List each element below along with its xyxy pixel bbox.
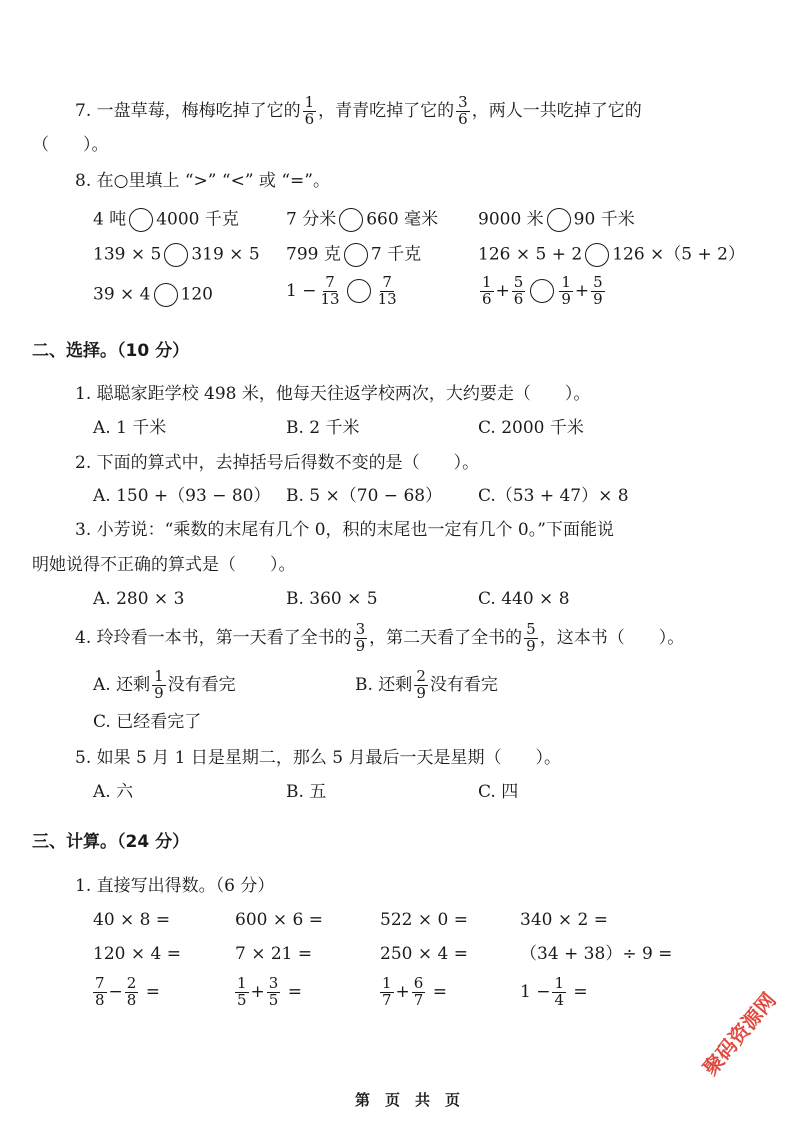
- calc-item: 340 × 2 =: [520, 910, 608, 930]
- question-8-title: 8. 在○里填上 “>” “<” 或 “=”。: [75, 171, 330, 191]
- option-b: B. 5 ×（70 − 68）: [286, 486, 443, 506]
- calc-item: 1 − $\frac{1}{4}$ =: [520, 974, 588, 1009]
- option-b: B. 2 千米: [286, 418, 360, 438]
- calc-item: 7 × 21 =: [235, 944, 313, 964]
- question-2-1: 1. 聪聪家距学校 498 米，他每天往返学校两次，大约要走（ ）。: [75, 384, 591, 404]
- compare-item: 1 − $\frac{7}{13}$ $\frac{7}{13}$: [286, 273, 397, 308]
- option-b: B. 五: [286, 782, 327, 802]
- answer-circle[interactable]: [530, 279, 554, 303]
- fraction: $\frac{7}{13}$: [377, 273, 397, 308]
- fraction: $\frac{7}{8}$: [95, 974, 105, 1009]
- fraction: $\frac{3}{5}$: [268, 974, 279, 1009]
- compare-item: 9000 米 90 千米: [478, 208, 635, 232]
- fraction: $\frac{1}{7}$: [382, 974, 392, 1009]
- option-a: A. 还剩 $\frac{1}{9}$ 没有看完: [93, 667, 236, 702]
- answer-circle[interactable]: [129, 208, 153, 232]
- calc-item: 600 × 6 =: [235, 910, 323, 930]
- question-2-3-line2: 明她说得不正确的算式是（ ）。: [32, 555, 296, 575]
- calc-item: 250 × 4 =: [380, 944, 468, 964]
- question-2-5: 5. 如果 5 月 1 日是星期二，那么 5 月最后一天是星期（ ）。: [75, 748, 561, 768]
- answer-circle[interactable]: [164, 243, 188, 267]
- fraction: $\frac{2}{8}$: [126, 974, 137, 1009]
- calc-item: $\frac{1}{7}$ + $\frac{6}{7}$ =: [382, 974, 447, 1009]
- fraction: $\frac{6}{7}$: [413, 974, 424, 1009]
- watermark-stamp: 聚码资源网: [698, 987, 781, 1080]
- subquestion-3-1: 1. 直接写出得数。（6 分）: [75, 876, 275, 896]
- answer-circle[interactable]: [344, 243, 368, 267]
- option-a: A. 1 千米: [93, 418, 167, 438]
- compare-item: 4 吨 4000 千克: [93, 208, 239, 232]
- fraction: $\frac{1}{9}$: [154, 667, 164, 702]
- option-a: A. 150 +（93 − 80）: [93, 486, 271, 506]
- question-2-4: 4. 玲玲看一本书，第一天看了全书的 $\frac{3}{9}$ ，第二天看了全书的 $\frac{5}{9}$ ，这本书（ ）。: [75, 620, 685, 655]
- fraction: $\frac{5}{9}$: [593, 273, 603, 308]
- question-2-2: 2. 下面的算式中，去掉括号后得数不变的是（ ）。: [75, 453, 480, 473]
- question-2-3-line1: 3. 小芳说：“乘数的末尾有几个 0，积的末尾也一定有几个 0。”下面能说: [75, 520, 614, 540]
- answer-circle[interactable]: [347, 279, 371, 303]
- answer-circle[interactable]: [154, 283, 178, 307]
- section-3-title: 三、计算。（24 分）: [32, 832, 190, 852]
- calc-item: （34 + 38）÷ 9 =: [520, 944, 673, 964]
- calc-item: $\frac{1}{5}$ + $\frac{3}{5}$ =: [237, 974, 302, 1009]
- compare-item: 7 分米 660 毫米: [286, 208, 438, 232]
- calc-item: $\frac{7}{8}$ − $\frac{2}{8}$ =: [95, 974, 160, 1009]
- fraction: $\frac{1}{6}$: [304, 93, 315, 128]
- option-c: C. 2000 千米: [478, 418, 584, 438]
- calc-item: 40 × 8 =: [93, 910, 171, 930]
- option-a: A. 280 × 3: [93, 589, 185, 609]
- answer-circle[interactable]: [585, 243, 609, 267]
- option-a: A. 六: [93, 782, 134, 802]
- question-7-line1: 7. 一盘草莓，梅梅吃掉了它的 $\frac{1}{6}$ ，青青吃掉了它的 $\frac{3}{6}$ ，两人一共吃掉了它的: [75, 93, 642, 128]
- option-c: C. 已经看完了: [93, 712, 202, 732]
- question-7-line2: （ ）。: [32, 135, 109, 155]
- option-c: C.（53 + 47）× 8: [478, 486, 629, 506]
- option-b: B. 360 × 5: [286, 589, 378, 609]
- calc-item: 522 × 0 =: [380, 910, 468, 930]
- compare-item: 126 × 5 + 2 126 ×（5 + 2）: [478, 243, 745, 267]
- compare-item: $\frac{1}{6}$ + $\frac{5}{6}$ $\frac{1}{9}$ + $\frac{5}{9}$: [482, 273, 603, 308]
- fraction: $\frac{1}{5}$: [237, 974, 247, 1009]
- fraction: $\frac{1}{6}$: [482, 273, 492, 308]
- compare-item: 799 克 7 千克: [286, 243, 421, 267]
- option-c: C. 440 × 8: [478, 589, 570, 609]
- fraction: $\frac{5}{6}$: [513, 273, 524, 308]
- section-2-title: 二、选择。（10 分）: [32, 341, 190, 361]
- answer-circle[interactable]: [339, 208, 363, 232]
- fraction: $\frac{1}{4}$: [554, 974, 565, 1009]
- option-b: B. 还剩 $\frac{2}{9}$ 没有看完: [355, 667, 498, 702]
- fraction: $\frac{2}{9}$: [416, 667, 426, 702]
- fraction: $\frac{3}{9}$: [355, 620, 366, 655]
- compare-item: 139 × 5 319 × 5: [93, 243, 260, 267]
- page-footer: 第 页 共 页: [355, 1091, 461, 1109]
- option-c: C. 四: [478, 782, 519, 802]
- fraction: $\frac{3}{6}$: [458, 93, 468, 128]
- answer-circle[interactable]: [547, 208, 571, 232]
- fraction: $\frac{7}{13}$: [320, 273, 340, 308]
- compare-item: 39 × 4 120: [93, 283, 213, 307]
- fraction: $\frac{1}{9}$: [561, 273, 571, 308]
- fraction: $\frac{5}{9}$: [526, 620, 536, 655]
- calc-item: 120 × 4 =: [93, 944, 181, 964]
